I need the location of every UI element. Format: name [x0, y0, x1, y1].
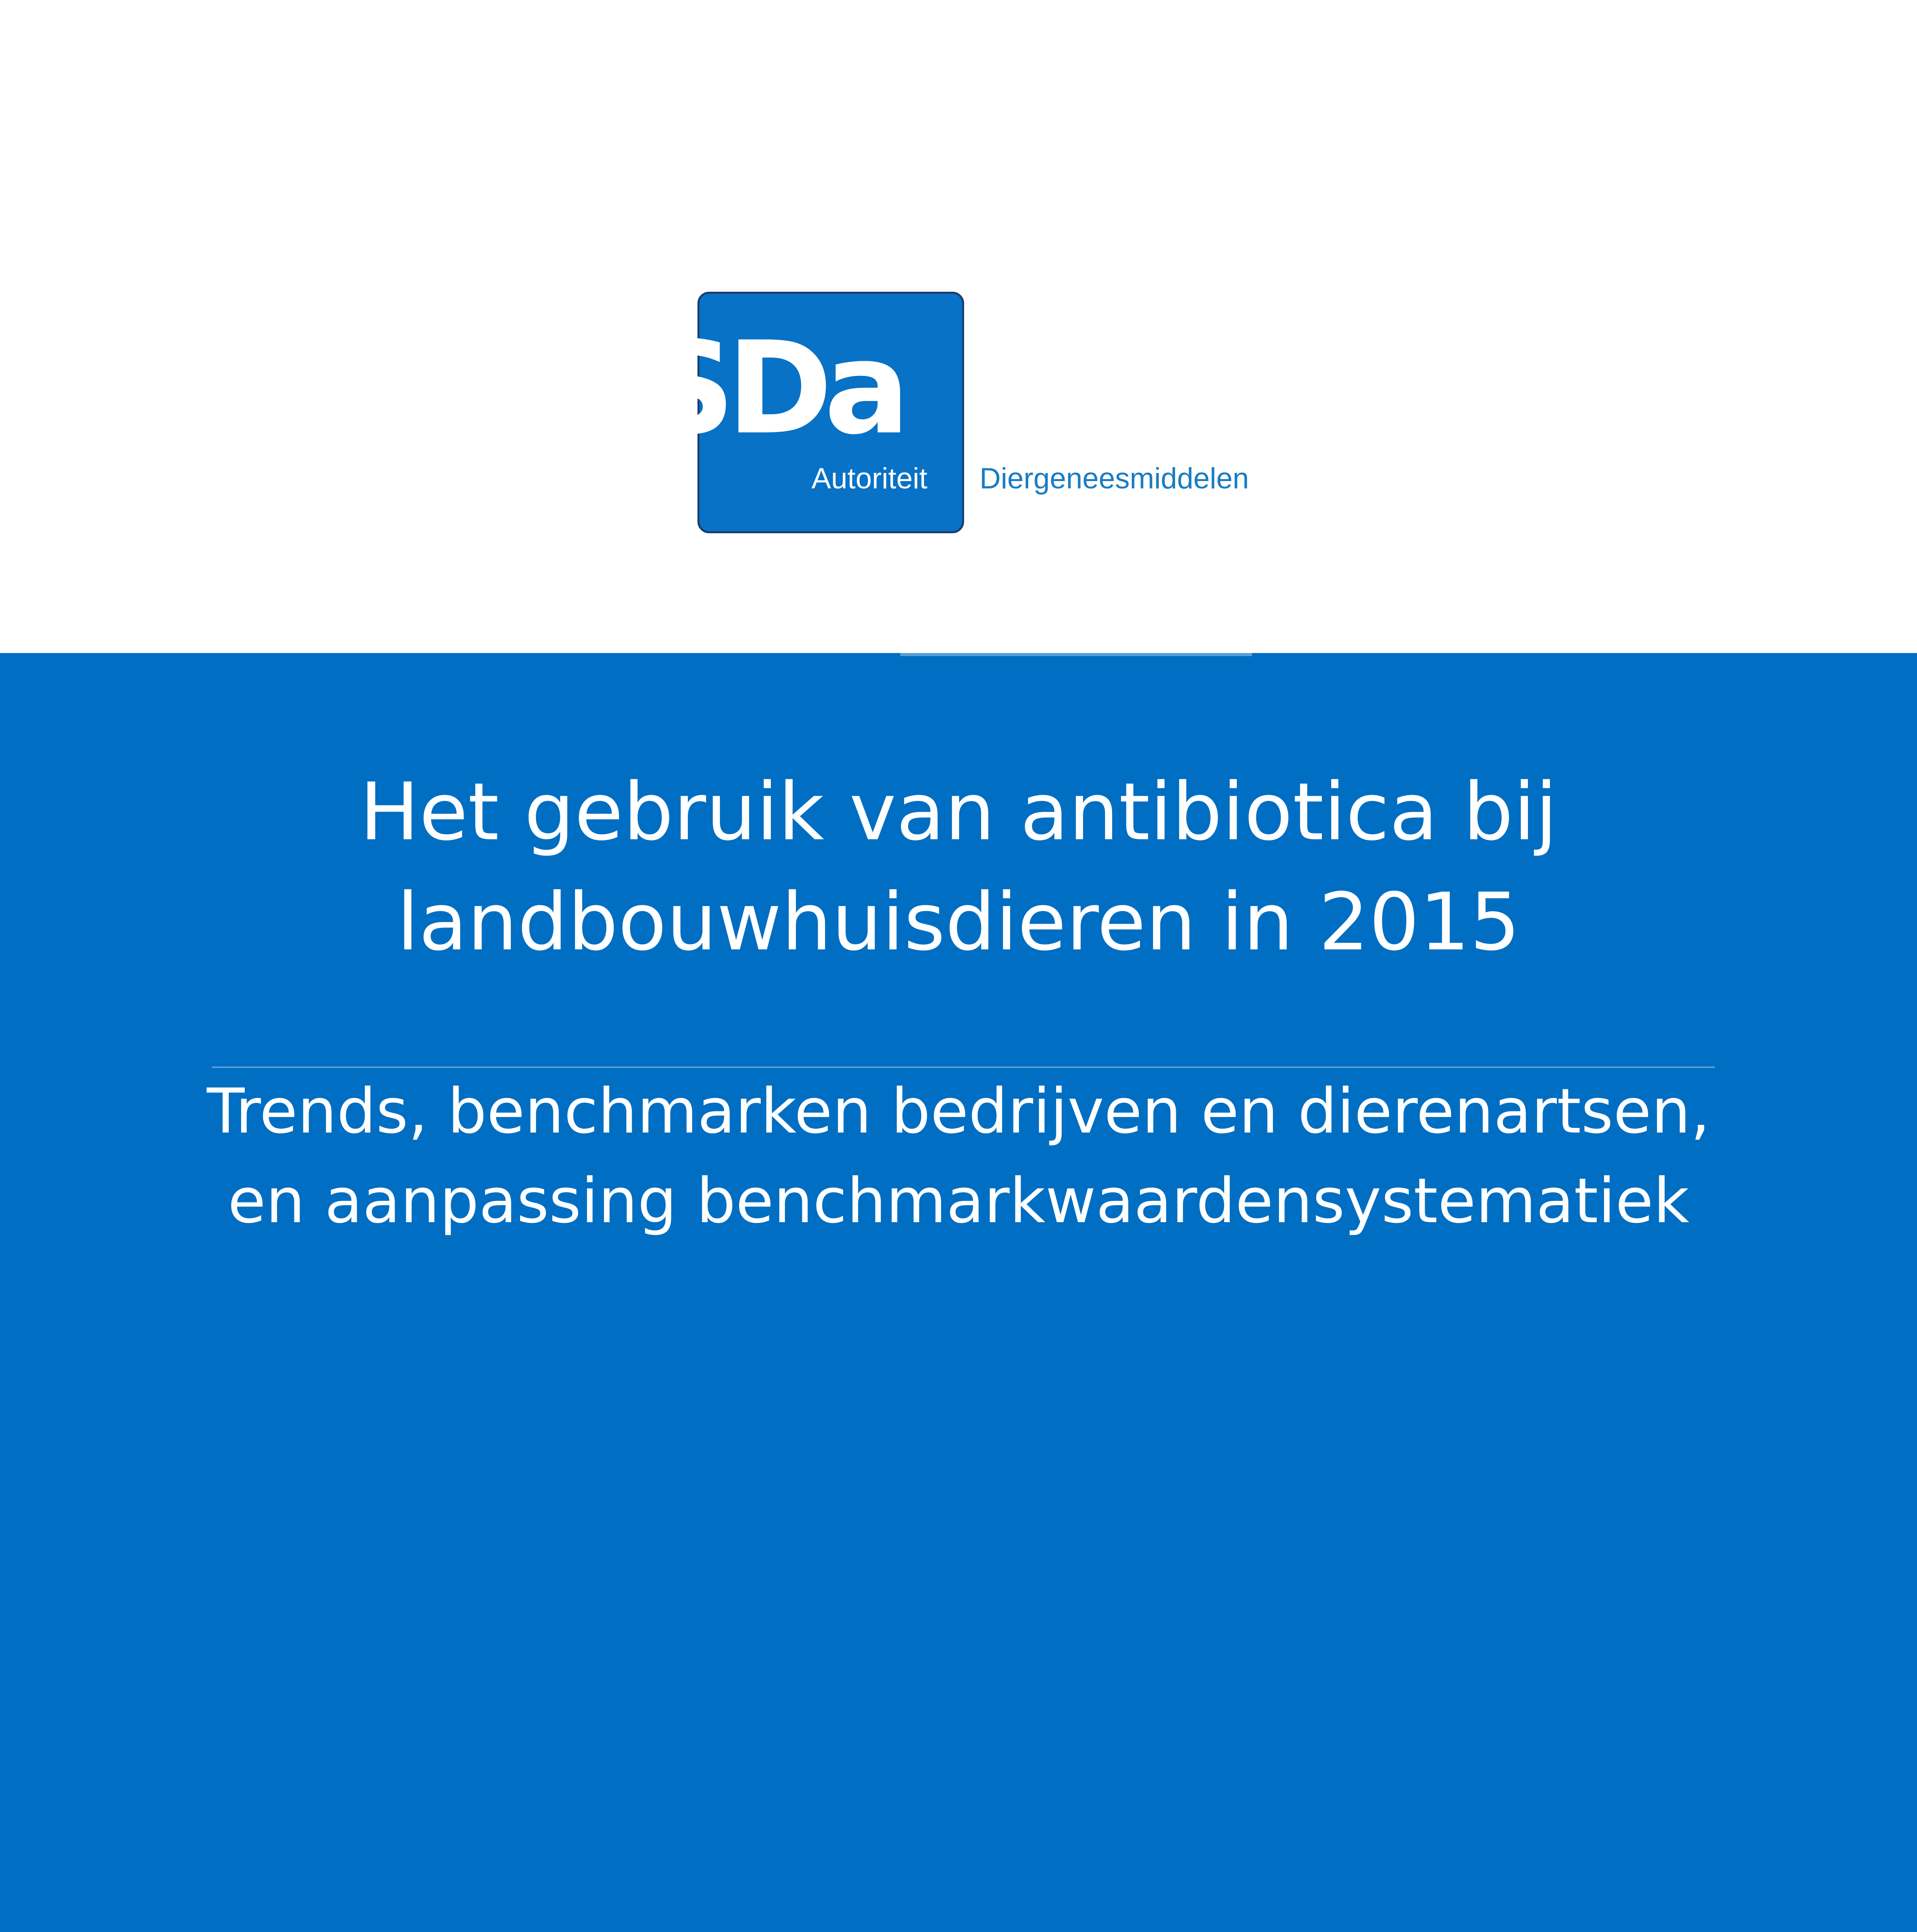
- logo-subtitle-right: Diergeneesmiddelen: [980, 462, 1249, 495]
- logo-mark: SDa: [643, 314, 902, 463]
- sda-logo: [645, 288, 1283, 535]
- header-area: [0, 0, 1917, 653]
- band-divider: [900, 653, 1252, 656]
- logo-subtitle-left: Autoriteit: [811, 462, 927, 495]
- subtitle-line-2: en aanpassing benchmarkwaardensystematiek: [228, 1165, 1689, 1237]
- document-subtitle: [116, 1066, 1801, 1246]
- title-line-1: Het gebruik van antibiotica bij: [359, 766, 1558, 858]
- title-line-2: landbouwhuisdieren in 2015: [396, 876, 1521, 968]
- subtitle-line-1: Trends, benchmarken bedrijven en dierenartsen,: [207, 1075, 1710, 1147]
- document-title: [116, 757, 1801, 978]
